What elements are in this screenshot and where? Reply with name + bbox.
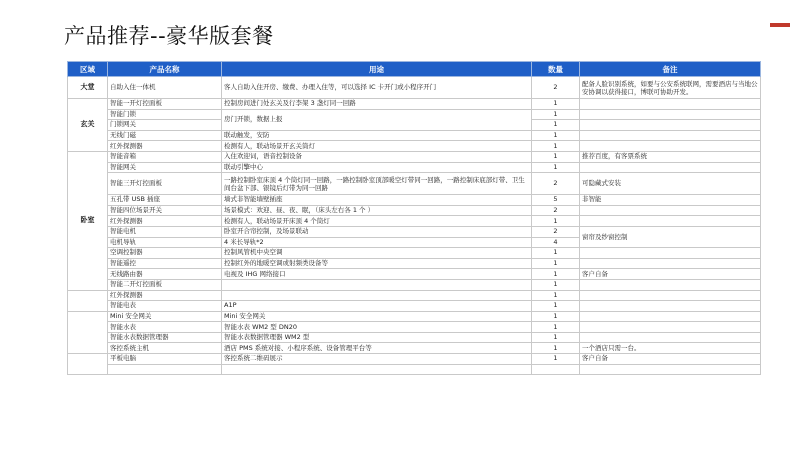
note-cell bbox=[580, 162, 761, 173]
product-cell: 智能二开灯控面板 bbox=[108, 279, 222, 290]
product-cell bbox=[108, 364, 222, 375]
usage-cell: 墙式非智能墙壁插座 bbox=[222, 195, 532, 206]
product-cell: Mini 安全网关 bbox=[108, 311, 222, 322]
note-cell bbox=[580, 332, 761, 343]
usage-cell: 酒店 PMS 系统对接、小程序系统、设备管理平台等 bbox=[222, 343, 532, 354]
table-header-row bbox=[68, 62, 761, 77]
usage-cell: 电视及 IHG 网络接口 bbox=[222, 269, 532, 280]
product-cell: 空调控制器 bbox=[108, 248, 222, 259]
note-cell bbox=[580, 364, 761, 375]
table-row bbox=[68, 290, 761, 301]
table-row bbox=[68, 216, 761, 227]
table-row bbox=[68, 301, 761, 312]
table-row bbox=[68, 162, 761, 173]
product-cell: 红外探测器 bbox=[108, 290, 222, 301]
usage-cell: 智能水表数据管理器 WM2 型 bbox=[222, 332, 532, 343]
product-cell: 自助入住一体机 bbox=[108, 77, 222, 99]
product-cell: 平板电脑 bbox=[108, 354, 222, 365]
header-usage: 用途 bbox=[222, 62, 532, 77]
product-cell: 智能电表 bbox=[108, 301, 222, 312]
qty-cell: 1 bbox=[532, 322, 580, 333]
qty-cell: 1 bbox=[532, 354, 580, 365]
header-note: 备注 bbox=[580, 62, 761, 77]
table-row bbox=[68, 269, 761, 280]
product-cell: 智能四位场景开关 bbox=[108, 205, 222, 216]
qty-cell: 1 bbox=[532, 332, 580, 343]
area-cell bbox=[68, 311, 108, 353]
qty-cell: 2 bbox=[532, 226, 580, 237]
usage-cell: 检测有人，联动场景开床顶 4 个筒灯 bbox=[222, 216, 532, 227]
qty-cell: 1 bbox=[532, 151, 580, 162]
table-row bbox=[68, 332, 761, 343]
product-cell: 门锁网关 bbox=[108, 120, 222, 131]
note-cell bbox=[580, 311, 761, 322]
table-row bbox=[68, 141, 761, 152]
note-cell: 窗帘及纱窗控制 bbox=[580, 226, 761, 247]
product-cell: 无线路由器 bbox=[108, 269, 222, 280]
qty-cell: 1 bbox=[532, 216, 580, 227]
table-row bbox=[68, 258, 761, 269]
header-qty: 数量 bbox=[532, 62, 580, 77]
usage-cell: 入住欢迎词，语音控制设备 bbox=[222, 151, 532, 162]
note-cell bbox=[580, 130, 761, 141]
usage-cell bbox=[222, 290, 532, 301]
product-cell: 智能水表 bbox=[108, 322, 222, 333]
product-table-container bbox=[67, 61, 760, 375]
note-cell: 非智能 bbox=[580, 195, 761, 206]
corner-tag bbox=[770, 23, 790, 27]
product-cell: 无线门磁 bbox=[108, 130, 222, 141]
usage-cell: 检测有人，联动场景开玄关筒灯 bbox=[222, 141, 532, 152]
qty-cell: 2 bbox=[532, 77, 580, 99]
table-row bbox=[68, 109, 761, 120]
note-cell bbox=[580, 120, 761, 131]
product-cell: 五孔带 USB 插座 bbox=[108, 195, 222, 206]
note-cell bbox=[580, 99, 761, 110]
product-cell: 智能电机 bbox=[108, 226, 222, 237]
note-cell bbox=[580, 258, 761, 269]
product-cell: 红外探测器 bbox=[108, 216, 222, 227]
area-cell: 玄关 bbox=[68, 99, 108, 152]
note-cell bbox=[580, 109, 761, 120]
table-row bbox=[68, 130, 761, 141]
table-row bbox=[68, 173, 761, 195]
note-cell: 客户自备 bbox=[580, 269, 761, 280]
usage-cell: 房门开锁，数据上报 bbox=[222, 109, 532, 130]
note-cell bbox=[580, 301, 761, 312]
header-area: 区域 bbox=[68, 62, 108, 77]
usage-cell: 客人自助入住开房、缴费、办理入住等，可以选择 IC 卡开门或小程序开门 bbox=[222, 77, 532, 99]
area-cell: 卧室 bbox=[68, 151, 108, 290]
note-cell: 一个酒店只需一台。 bbox=[580, 343, 761, 354]
product-table bbox=[67, 61, 761, 375]
table-row bbox=[68, 195, 761, 206]
table-row bbox=[68, 354, 761, 365]
note-cell: 可隐藏式安装 bbox=[580, 173, 761, 195]
note-cell: 客户自备 bbox=[580, 354, 761, 365]
usage-cell: 控制房间进门处玄关及行李架 3 盏灯同一回路 bbox=[222, 99, 532, 110]
qty-cell: 1 bbox=[532, 290, 580, 301]
product-cell: 智能水表数据管理器 bbox=[108, 332, 222, 343]
qty-cell: 5 bbox=[532, 195, 580, 206]
note-cell bbox=[580, 322, 761, 333]
note-cell: 推荐百度，有客票系统 bbox=[580, 151, 761, 162]
table-row bbox=[68, 322, 761, 333]
usage-cell bbox=[222, 279, 532, 290]
product-cell: 红外探测器 bbox=[108, 141, 222, 152]
usage-cell: 控制风管机中央空调 bbox=[222, 248, 532, 259]
note-cell bbox=[580, 141, 761, 152]
usage-cell bbox=[222, 364, 532, 375]
note-cell bbox=[580, 279, 761, 290]
usage-cell: 4 米长导轨*2 bbox=[222, 237, 532, 248]
product-cell: 客控系统主机 bbox=[108, 343, 222, 354]
note-cell bbox=[580, 290, 761, 301]
qty-cell: 2 bbox=[532, 173, 580, 195]
table-row bbox=[68, 151, 761, 162]
usage-cell: 卧室开合帘控制，及场景联动 bbox=[222, 226, 532, 237]
usage-cell: 一路控制卧室床顶 4 个筒灯同一回路，一路控制卧室顶部暖空灯带同一回路，一路控制床底部灯带、卫生间台盆下部、银镜后灯带为同一回路 bbox=[222, 173, 532, 195]
table-row bbox=[68, 77, 761, 99]
product-cell: 智能音箱 bbox=[108, 151, 222, 162]
table-row bbox=[68, 248, 761, 259]
area-cell: 大堂 bbox=[68, 77, 108, 99]
qty-cell: 1 bbox=[532, 120, 580, 131]
usage-cell: 联动引擎中心 bbox=[222, 162, 532, 173]
page-title: 产品推荐--豪华版套餐 bbox=[64, 24, 274, 48]
product-cell: 电机导轨 bbox=[108, 237, 222, 248]
product-cell: 智能遥控 bbox=[108, 258, 222, 269]
table-row bbox=[68, 364, 761, 375]
qty-cell: 1 bbox=[532, 258, 580, 269]
qty-cell: 1 bbox=[532, 99, 580, 110]
usage-cell: 智能水表 WM2 型 DN20 bbox=[222, 322, 532, 333]
qty-cell bbox=[532, 364, 580, 375]
qty-cell: 4 bbox=[532, 237, 580, 248]
note-cell: 配备人脸识别系统，如要与公安系统联网，需要酒店与当地公安协调以获得接口，博联可协助开发。 bbox=[580, 77, 761, 99]
note-cell bbox=[580, 216, 761, 227]
qty-cell: 1 bbox=[532, 141, 580, 152]
product-cell: 智能网关 bbox=[108, 162, 222, 173]
qty-cell: 1 bbox=[532, 279, 580, 290]
usage-cell: 控制红外的地暖空调或射频类设备等 bbox=[222, 258, 532, 269]
note-cell bbox=[580, 248, 761, 259]
note-cell bbox=[580, 205, 761, 216]
usage-cell: A1P bbox=[222, 301, 532, 312]
table-row bbox=[68, 279, 761, 290]
qty-cell: 1 bbox=[532, 109, 580, 120]
table-row bbox=[68, 343, 761, 354]
table-row bbox=[68, 205, 761, 216]
area-cell bbox=[68, 354, 108, 375]
qty-cell: 1 bbox=[532, 269, 580, 280]
qty-cell: 1 bbox=[532, 311, 580, 322]
usage-cell: 场景模式：欢迎、昼、夜、眠，（床头左右各 1 个 ） bbox=[222, 205, 532, 216]
qty-cell: 2 bbox=[532, 205, 580, 216]
product-cell: 智能三开灯控面板 bbox=[108, 173, 222, 195]
table-row bbox=[68, 226, 761, 237]
table-row bbox=[68, 99, 761, 110]
table-row bbox=[68, 311, 761, 322]
usage-cell: 联动触发，安防 bbox=[222, 130, 532, 141]
qty-cell: 1 bbox=[532, 162, 580, 173]
usage-cell: 客控系统二维码展示 bbox=[222, 354, 532, 365]
header-product: 产品名称 bbox=[108, 62, 222, 77]
product-cell: 智能门锁 bbox=[108, 109, 222, 120]
product-cell: 智能一开灯控面板 bbox=[108, 99, 222, 110]
qty-cell: 1 bbox=[532, 343, 580, 354]
area-cell bbox=[68, 290, 108, 311]
qty-cell: 1 bbox=[532, 130, 580, 141]
qty-cell: 1 bbox=[532, 248, 580, 259]
usage-cell: Mini 安全网关 bbox=[222, 311, 532, 322]
qty-cell: 1 bbox=[532, 301, 580, 312]
